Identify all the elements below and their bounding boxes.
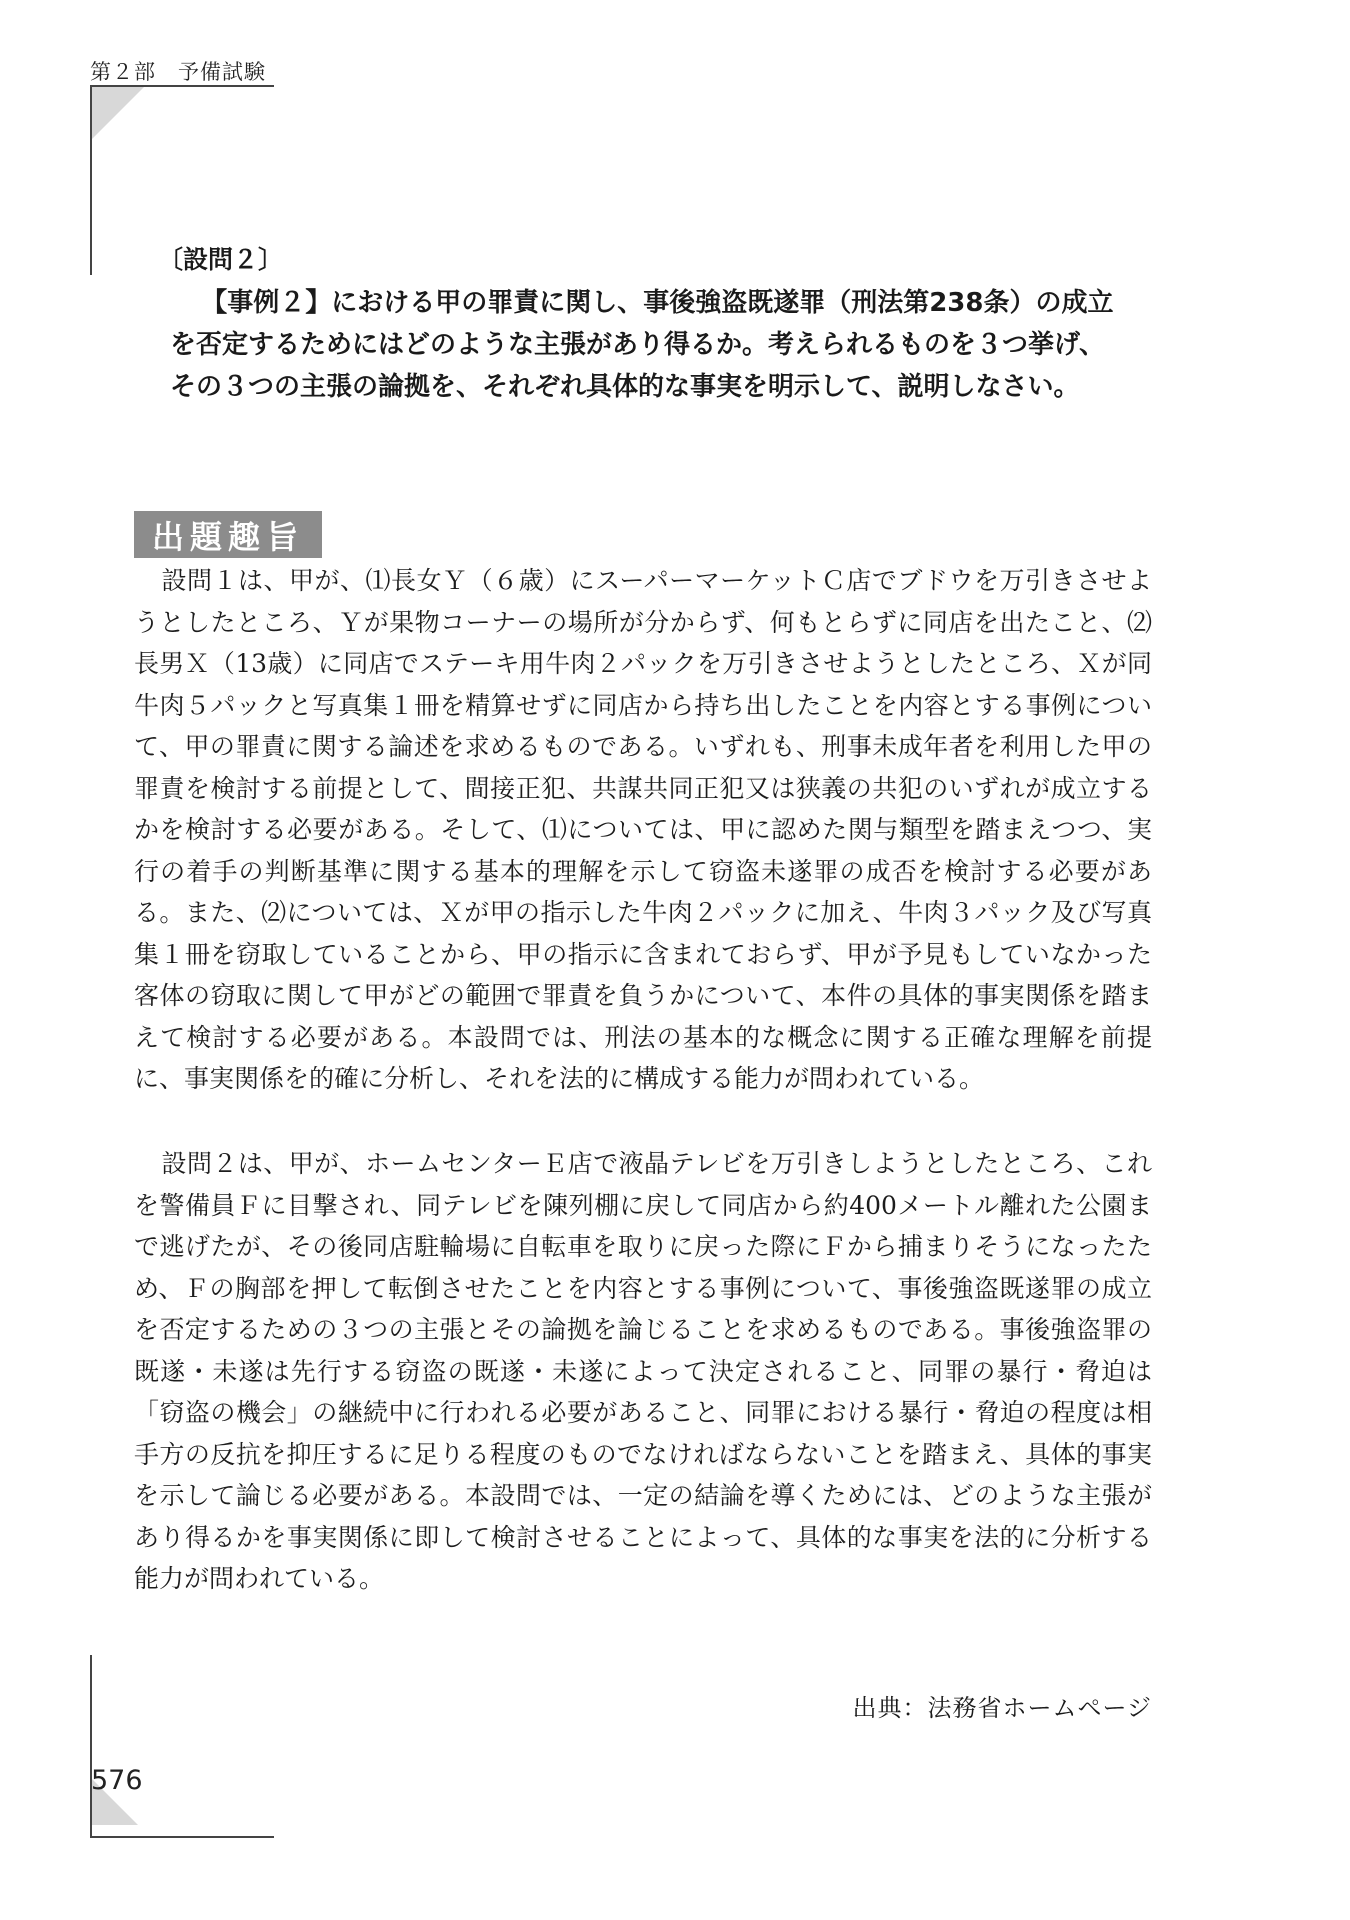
section-title: 出題趣旨	[134, 511, 322, 558]
source-citation: 出典：法務省ホームページ	[852, 1694, 1152, 1722]
page-number: 576	[91, 1765, 143, 1796]
corner-triangle-top	[92, 87, 144, 139]
paragraph-question-2: 設問２は、甲が、ホームセンターＥ店で液晶テレビを万引きしようとしたところ、これを警備員Ｆに目撃され、同テレビを陳列棚に戻して同店から約400メートル離れた公園まで逃げたが、その後同店駐輪場に自転車を取りに戻った際にＦから捕まりそうになったため、Ｆの胸部を押して転倒させたことを内容とする事例について、事後強盗既遂罪の成立を否定するための３つの主張とその論拠を論じることを求めるものである。事後強盗罪の既遂・未遂は先行する窃盗の既遂・未遂によって決定されること、同罪の暴行・脅迫は「窃盗の機会」の継続中に行われる必要があること、同罪における暴行・脅迫の程度は相手方の反抗を抑圧するに足りる程度のものでなければならないことを踏まえ、具体的事実を示して論じる必要がある。本設問では、一定の結論を導くためには、どのような主張があり得るかを事実関係に即して検討させることによって、具体的な事実を法的に分析する能力が問われている。	[134, 1149, 1152, 1593]
running-head: 第２部 予備試験	[90, 60, 266, 84]
question-label: 〔設問２〕	[158, 245, 284, 274]
question-text: 【事例２】における甲の罪責に関し、事後強盗既遂罪（刑法第238条）の成立を否定するためにはどのような主張があり得るか。考えられるものを３つ挙げ、その３つの主張の論拠を、それぞれ具体的な事実を明示して、説明しなさい。	[170, 288, 1114, 402]
footer-rule	[90, 1836, 274, 1838]
paragraph-question-1: 設問１は、甲が、⑴長女Ｙ（６歳）にスーパーマーケットＣ店でブドウを万引きさせようとしたところ、Ｙが果物コーナーの場所が分からず、何もとらずに同店を出たこと、⑵長男Ｘ（13歳）に同店でステーキ用牛肉２パックを万引きさせようとしたところ、Ｘが同牛肉５パックと写真集１冊を精算せずに同店から持ち出したことを内容とする事例について、甲の罪責に関する論述を求めるものである。いずれも、刑事未成年者を利用した甲の罪責を検討する前提として、間接正犯、共謀共同正犯又は狭義の共犯のいずれが成立するかを検討する必要がある。そして、⑴については、甲に認めた関与類型を踏まえつつ、実行の着手の判断基準に関する基本的理解を示して窃盗未遂罪の成否を検討する必要がある。また、⑵については、Ｘが甲の指示した牛肉２パックに加え、牛肉３パック及び写真集１冊を窃取していることから、甲の指示に含まれておらず、甲が予見もしていなかった客体の窃取に関して甲がどの範囲で罪責を負うかについて、本件の具体的事実関係を踏まえて検討する必要がある。本設問では、刑法の基本的な概念に関する正確な理解を前提に、事実関係を的確に分析し、それを法的に構成する能力が問われている。	[134, 566, 1152, 1093]
